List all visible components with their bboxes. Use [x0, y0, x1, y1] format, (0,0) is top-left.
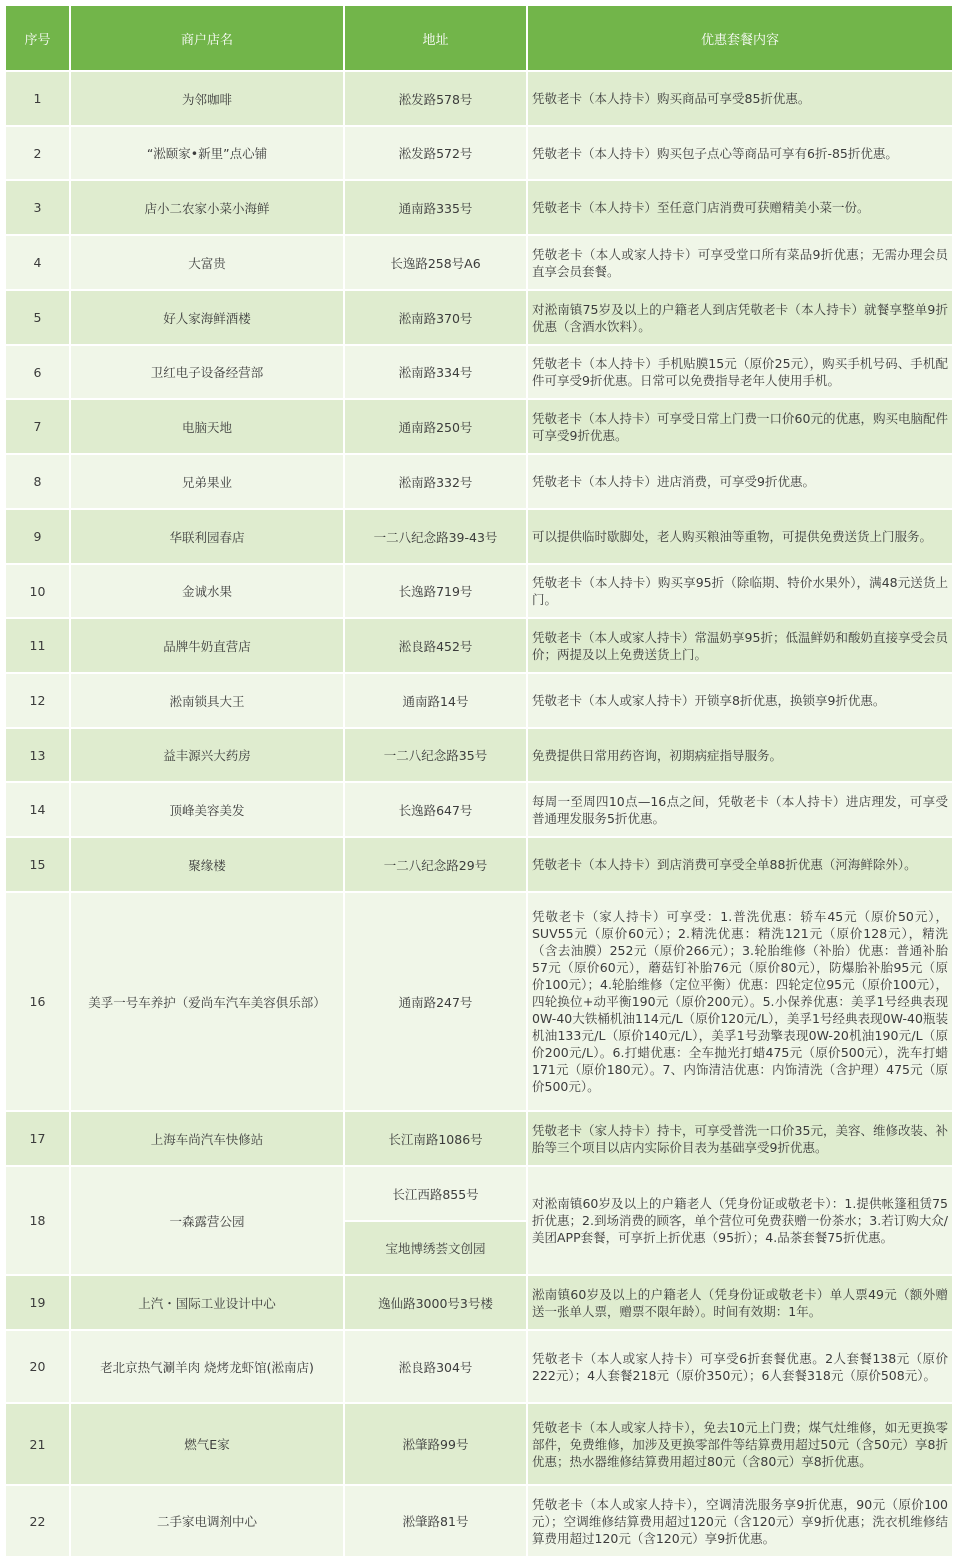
offer-text: 凭敬老卡（本人或家人持卡）可享受6折套餐优惠。2人套餐138元（原价222元）；4人套餐218元（原价350元）；6人套餐318元（原价508元）。: [532, 1350, 948, 1383]
offer-text: 免费提供日常用药咨询，初期病症指导服务。: [532, 747, 783, 763]
offer-text: 凭敬老卡（本人持卡）到店消费可享受全单88折优惠（河海鲜除外）。: [532, 857, 917, 872]
merchant-name: 顶峰美容美发: [71, 783, 345, 838]
offer-content: [528, 565, 954, 619]
merchant-address: 长逸路719号: [345, 565, 528, 619]
merchant-name: 电脑天地: [71, 400, 345, 455]
row-number: 18: [6, 1167, 71, 1276]
merchant-address: 通南路247号: [345, 893, 528, 1112]
merchant-name: 淞南锁具大王: [71, 674, 345, 729]
merchant-name: 金诚水果: [71, 565, 345, 619]
offer-text: 凭敬老卡（本人或家人持卡）可享受堂口所有菜品9折优惠；无需办理会员直享会员套餐。: [532, 246, 948, 279]
row-number: 7: [6, 400, 71, 455]
row-number: 3: [6, 181, 71, 236]
merchant-table: [6, 6, 954, 1558]
merchant-address: 通南路335号: [345, 181, 528, 236]
offer-content: [528, 893, 954, 1112]
offer-content: [528, 72, 954, 127]
merchant-name: 美孚一号车养护（爱尚车汽车美容俱乐部）: [71, 893, 345, 1112]
row-number: 16: [6, 893, 71, 1112]
merchant-address: 通南路14号: [345, 674, 528, 729]
offer-content: [528, 400, 954, 455]
row-number: 1: [6, 72, 71, 127]
merchant-address: 通南路250号: [345, 400, 528, 455]
offer-text: 凭敬老卡（本人持卡）进店消费，可享受9折优惠。: [532, 474, 815, 489]
offer-content: [528, 346, 954, 400]
row-number: 6: [6, 346, 71, 400]
merchant-name: 上海车尚汽车快修站: [71, 1112, 345, 1167]
offer-text: 凭敬老卡（本人或家人持卡），免去10元上门费；煤气灶维修，如无更换零部件，免费维修，加涉及更换零部件等结算费用超过50元（含50元）享8折优惠；热水器维修结算费用超过80元（含80元）享8折优惠。: [532, 1419, 948, 1469]
merchant-address: 淞良路452号: [345, 619, 528, 674]
offer-text: 每周一至周四10点—16点之间，凭敬老卡（本人持卡）进店理发，可享受普通理发服务5折优惠。: [532, 793, 948, 826]
merchant-name: 华联利园春店: [71, 510, 345, 565]
offer-content: [528, 619, 954, 674]
offer-content: [528, 236, 954, 291]
row-number: 20: [6, 1331, 71, 1404]
row-number: 14: [6, 783, 71, 838]
merchant-name: 大富贵: [71, 236, 345, 291]
offer-content: [528, 181, 954, 236]
offer-content: [528, 1331, 954, 1404]
offer-content: [528, 127, 954, 181]
merchant-address: 长江西路855号: [345, 1167, 528, 1222]
merchant-address: 一二八纪念路29号: [345, 838, 528, 893]
offer-content: [528, 291, 954, 346]
offer-content: [528, 674, 954, 729]
offer-text: 凭敬老卡（本人或家人持卡），空调清洗服务享9折优惠，90元（原价100元）；空调维修结算费用超过120元（含120元）享9折优惠；洗衣机维修结算费用超过120元（含120元）享9折优惠。: [532, 1496, 948, 1546]
row-number: 2: [6, 127, 71, 181]
offer-text: 对淞南镇60岁及以上的户籍老人（凭身份证或敬老卡）：1.提供帐篷租赁75折优惠；2.到场消费的顾客，单个营位可免费获赠一份茶水；3.若订购大众/美团APP套餐，可享折上折优惠（95折）；4.品茶套餐75折优惠。: [532, 1196, 948, 1245]
offer-content: [528, 455, 954, 510]
merchant-name: 好人家海鲜酒楼: [71, 291, 345, 346]
merchant-name: 品牌牛奶直营店: [71, 619, 345, 674]
offer-text: 凭敬老卡（本人持卡）手机贴膜15元（原价25元），购买手机号码、手机配件可享受9折优惠。日常可以免费指导老年人使用手机。: [532, 356, 948, 388]
offer-text: 对淞南镇75岁及以上的户籍老人到店凭敬老卡（本人持卡）就餐享整单9折优惠（含酒水饮料）。: [532, 301, 948, 334]
offer-text: 凭敬老卡（本人或家人持卡）开锁享8折优惠，换锁享9折优惠。: [532, 693, 886, 708]
row-number: 11: [6, 619, 71, 674]
merchant-address: 一二八纪念路39-43号: [345, 510, 528, 565]
row-number: 22: [6, 1486, 71, 1558]
merchant-name: 益丰源兴大药房: [71, 729, 345, 783]
row-number: 5: [6, 291, 71, 346]
offer-text: 凭敬老卡（本人或家人持卡）常温奶享95折；低温鲜奶和酸奶直接享受会员价；两提及以上免费送货上门。: [532, 629, 948, 662]
offer-text: 淞南镇60岁及以上的户籍老人（凭身份证或敬老卡）单人票49元（额外赠送一张单人票，赠票不限年龄）。时间有效期：1年。: [532, 1286, 948, 1319]
offer-text: 凭敬老卡（本人持卡）至任意门店消费可获赠精美小菜一份。: [532, 200, 870, 215]
merchant-address: 一二八纪念路35号: [345, 729, 528, 783]
offer-text: 凭敬老卡（本人持卡）可享受日常上门费一口价60元的优惠，购买电脑配件可享受9折优惠。: [532, 410, 948, 443]
merchant-name: 二手家电调剂中心: [71, 1486, 345, 1558]
row-number: 17: [6, 1112, 71, 1167]
header-offer: 优惠套餐内容: [528, 6, 954, 72]
merchant-address: 淞发路572号: [345, 127, 528, 181]
merchant-address: 淞南路332号: [345, 455, 528, 510]
offer-content: [528, 1276, 954, 1331]
offer-content: [528, 1167, 954, 1276]
row-number: 21: [6, 1404, 71, 1486]
merchant-name: “淞颐家•新里”点心铺: [71, 127, 345, 181]
row-number: 10: [6, 565, 71, 619]
offer-content: [528, 1486, 954, 1558]
offer-content: [528, 729, 954, 783]
offer-content: [528, 510, 954, 565]
header-name: 商户店名: [71, 6, 345, 72]
merchant-address: 长逸路258号A6: [345, 236, 528, 291]
offer-text: 可以提供临时歇脚处，老人购买粮油等重物，可提供免费送货上门服务。: [532, 529, 933, 544]
merchant-address: 逸仙路3000号3号楼: [345, 1276, 528, 1331]
offer-text: 凭敬老卡（家人持卡）持卡，可享受普洗一口价35元，美容、维修改装、补胎等三个项目以店内实际价目表为基础享受9折优惠。: [532, 1122, 948, 1155]
merchant-address: 淞发路578号: [345, 72, 528, 127]
offer-content: [528, 1112, 954, 1167]
merchant-name: 老北京热气涮羊肉 烧烤龙虾馆(淞南店): [71, 1331, 345, 1404]
offer-content: [528, 783, 954, 838]
header-no: 序号: [6, 6, 71, 72]
merchant-address: 淞肇路99号: [345, 1404, 528, 1486]
merchant-name: 卫红电子设备经营部: [71, 346, 345, 400]
row-number: 12: [6, 674, 71, 729]
merchant-name: 兄弟果业: [71, 455, 345, 510]
header-address: 地址: [345, 6, 528, 72]
row-number: 13: [6, 729, 71, 783]
merchant-address: 淞良路304号: [345, 1331, 528, 1404]
offer-text: 凭敬老卡（本人持卡）购买商品可享受85折优惠。: [532, 91, 811, 106]
row-number: 9: [6, 510, 71, 565]
merchant-address: 淞南路370号: [345, 291, 528, 346]
row-number: 19: [6, 1276, 71, 1331]
offer-content: [528, 838, 954, 893]
merchant-address-secondary: 宝地博绣荟文创园: [345, 1222, 528, 1276]
merchant-address: 长江南路1086号: [345, 1112, 528, 1167]
offer-text: 凭敬老卡（本人持卡）购买包子点心等商品可享有6折-85折优惠。: [532, 145, 898, 161]
merchant-address: 淞南路334号: [345, 346, 528, 400]
merchant-name: 聚缘楼: [71, 838, 345, 893]
merchant-name: 一森露营公园: [71, 1167, 345, 1276]
offer-text: 凭敬老卡（本人持卡）购买享95折（除临期、特价水果外），满48元送货上门。: [532, 575, 948, 607]
row-number: 8: [6, 455, 71, 510]
offer-text: 凭敬老卡（家人持卡）可享受：1.普洗优惠：轿车45元（原价50元），SUV55元（原价60元）；2.精洗优惠：精洗121元（原价128元），精洗（含去油膜）252元（原价266元）；3.轮胎维修（补胎）优惠：普通补胎57元（原价60元），蘑菇钉补胎76元（原价80元），防爆胎补胎95元（原价100元）；4.轮胎维修（定位平衡）优惠：四轮定位95元（原价100元），四轮换位+动平衡190元（原价200元）。5.小保养优惠：美孚1号经典表现0W-40大铁桶机油114元/L（原价120元/L），美孚1号经典表现0W-40瓶装机油133元/L（原价140元/L），美孚1号劲擎表现0W-20机油190元/L（原价200元/L）。6.打蜡优惠：全车抛光打蜡475元（原价500元），洗车打蜡171元（原价180元）。7、内饰清洁优惠：内饰清洗（含护理）475元（原价500元）。: [532, 909, 948, 1094]
merchant-address: 长逸路647号: [345, 783, 528, 838]
merchant-address: 淞肇路81号: [345, 1486, 528, 1558]
merchant-name: 燃气E家: [71, 1404, 345, 1486]
offer-content: [528, 1404, 954, 1486]
merchant-name: 店小二农家小菜小海鲜: [71, 181, 345, 236]
row-number: 15: [6, 838, 71, 893]
row-number: 4: [6, 236, 71, 291]
merchant-name: 为邻咖啡: [71, 72, 345, 127]
merchant-name: 上汽・国际工业设计中心: [71, 1276, 345, 1331]
